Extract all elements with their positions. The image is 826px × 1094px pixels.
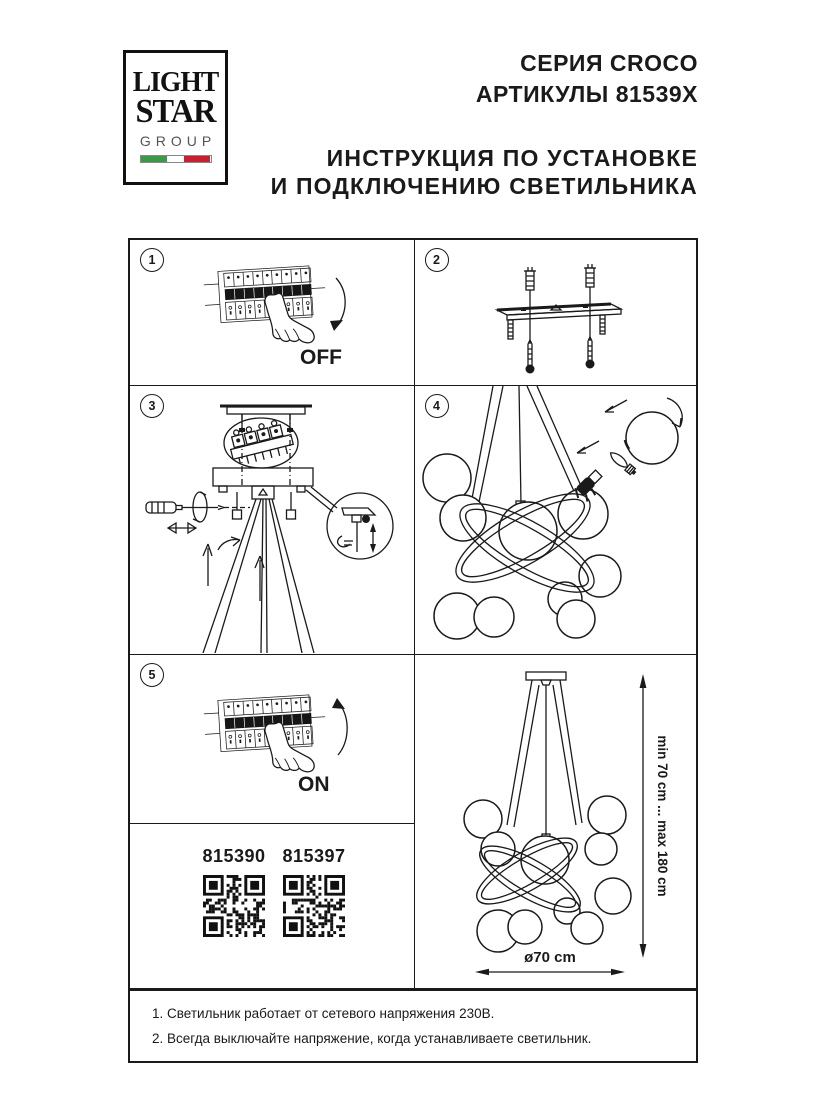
logo-word-group: GROUP [139, 132, 217, 149]
product-code-right: 815397 [282, 846, 346, 866]
diameter-dimension [475, 949, 625, 975]
wall-anchor-icon [524, 264, 596, 290]
canopy-icon [213, 468, 313, 499]
qr-block-815390 [192, 846, 276, 937]
document-header [271, 48, 698, 200]
on-label: ON [298, 773, 330, 796]
qr-code-icon [283, 875, 345, 937]
qr-block-815397 [272, 846, 356, 937]
ceiling-plate-icon [526, 672, 566, 680]
step-2-panel [415, 240, 697, 386]
italian-flag-bar [140, 155, 212, 163]
height-range-label: min 70 cm ... max 180 cm [654, 735, 670, 897]
logo-word-star: STAR [135, 92, 216, 130]
step-4-panel [415, 386, 697, 655]
suspension-cables [507, 680, 582, 835]
step-5-panel [130, 655, 415, 824]
dimensions-panel [415, 655, 697, 988]
arrow-up-icon [338, 703, 347, 755]
step-number-badge: 3 [140, 394, 164, 418]
flag-red-segment [184, 156, 211, 162]
step-1-panel [130, 240, 415, 386]
instruction-title-line2: И ПОДКЛЮЧЕНИЮ СВЕТИЛЬНИКА [270, 172, 698, 199]
note-2: 2. Всегда выключайте напряжение, когда устанавливаете светильник. [152, 1030, 592, 1046]
article-numbers: АРТИКУЛЫ 81539X [475, 80, 698, 107]
insert-arrows [577, 400, 627, 453]
arrow-down-icon [336, 278, 345, 326]
screw-icon [525, 337, 594, 374]
instruction-title-line1: ИНСТРУКЦИЯ ПО УСТАНОВКЕ [326, 145, 698, 172]
note-1: 1. Светильник работает от сетевого напряжения 230В. [152, 1006, 495, 1021]
logo-word-light: LIGHT [132, 66, 219, 98]
flag-green-segment [141, 156, 168, 162]
step-5-drawing [130, 655, 413, 822]
qr-codes-panel [130, 824, 415, 988]
qr-code-icon [203, 875, 265, 937]
brand-logo [123, 50, 228, 185]
safety-notes [128, 990, 698, 1063]
suspension-cables [471, 386, 585, 504]
cable-gripper-detail-bubble [306, 487, 393, 559]
height-dimension [639, 674, 669, 958]
step-number-badge: 1 [140, 248, 164, 272]
flag-white-segment [167, 156, 184, 162]
pointing-hand-icon [265, 722, 314, 771]
steps-grid [128, 238, 698, 990]
step-number-badge: 2 [425, 248, 449, 272]
step-1-drawing [130, 240, 413, 384]
product-code-left: 815390 [202, 846, 266, 866]
step-3-panel [130, 386, 415, 655]
step-4-drawing [415, 386, 695, 653]
suspension-cables [203, 499, 314, 653]
terminal-block-detail-bubble [224, 417, 298, 468]
step-number-badge: 5 [140, 663, 164, 687]
diameter-label: ø70 cm [523, 949, 576, 966]
off-label: OFF [300, 346, 342, 369]
globe-exploded-icon [625, 412, 678, 464]
dimension-drawing [415, 655, 695, 987]
step-number-badge: 4 [425, 394, 449, 418]
step-3-drawing [130, 386, 413, 653]
mounting-bracket-icon [497, 304, 621, 320]
screwdriver-icon [146, 492, 250, 533]
series-title: СЕРИЯ CROCO [520, 50, 698, 76]
step-2-drawing [415, 240, 695, 384]
pointing-hand-icon [265, 293, 314, 342]
